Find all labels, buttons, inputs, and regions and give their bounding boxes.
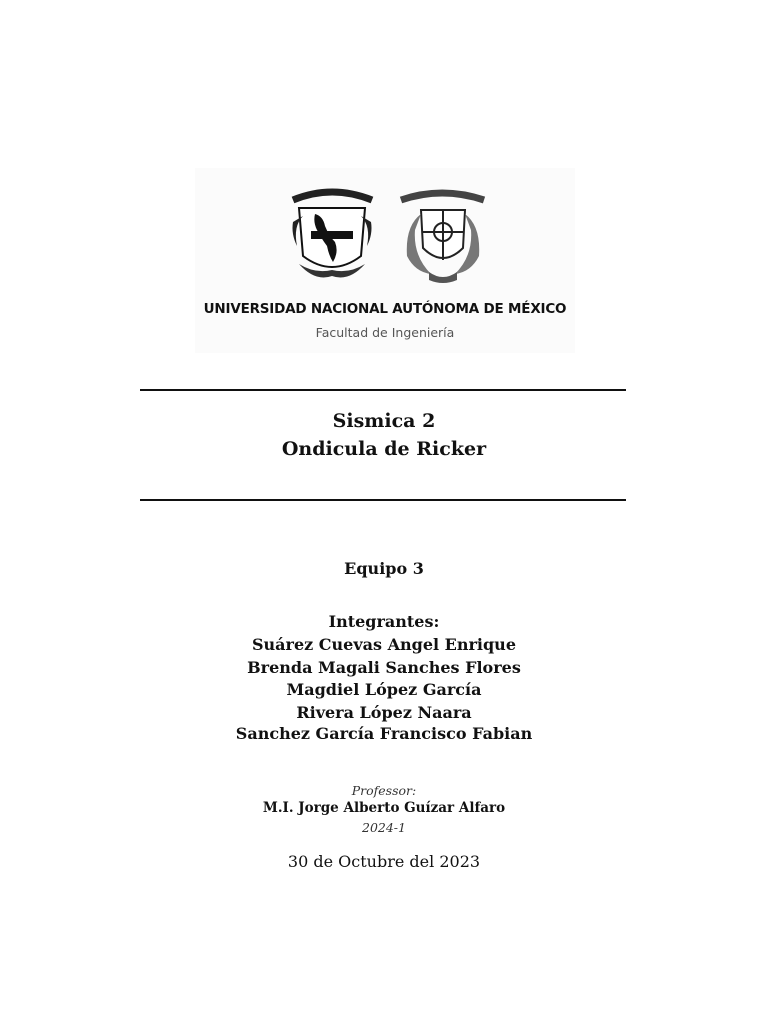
academic-term: 2024-1 [362, 820, 406, 835]
faculty-name: Facultad de Ingeniería [315, 325, 455, 340]
ingenieria-seal-icon [395, 186, 490, 286]
member-name: Magdiel López García [286, 680, 482, 699]
team-label: Equipo 3 [344, 559, 424, 578]
title-line-1: Sismica 2 [332, 410, 436, 432]
bottom-rule [140, 499, 626, 501]
members-heading: Integrantes: [328, 612, 440, 631]
seals-row [285, 186, 495, 286]
document-title [0, 407, 768, 463]
member-name: Rivera López Naara [296, 702, 472, 722]
member-name: Brenda Magali Sanches Flores [247, 657, 521, 677]
university-name: UNIVERSIDAD NACIONAL AUTÓNOMA DE MÉXICO [203, 301, 567, 317]
professor-name: M.I. Jorge Alberto Guízar Alfaro [262, 800, 506, 816]
members-list [0, 634, 768, 744]
title-line-2: Ondicula de Ricker [281, 438, 487, 460]
member-name: Suárez Cuevas Angel Enrique [251, 635, 516, 654]
header-logo-block [195, 168, 575, 353]
member-name: Sanchez García Francisco Fabian [235, 724, 533, 743]
top-rule [140, 389, 626, 391]
unam-seal-icon [285, 186, 380, 286]
professor-label: Professor: [351, 783, 417, 798]
document-date: 30 de Octubre del 2023 [287, 852, 481, 871]
